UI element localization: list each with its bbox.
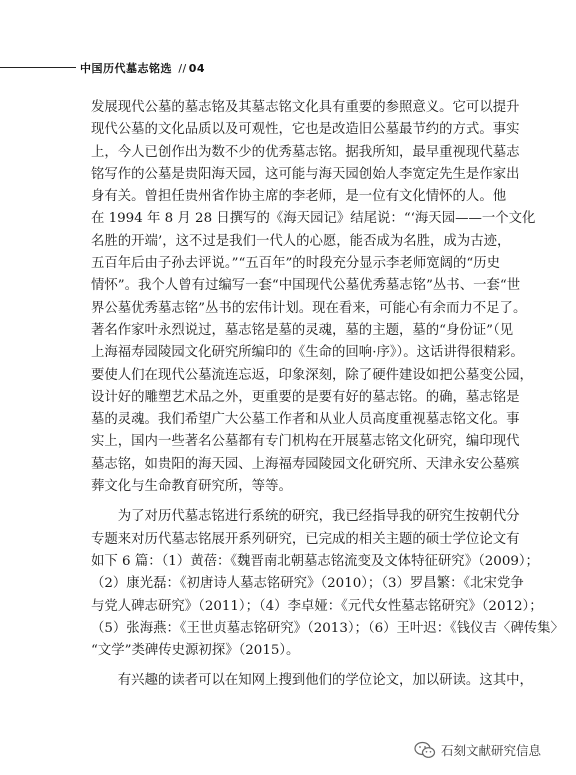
text-line: 实上，国内一些著名公墓都有专门机构在开展墓志铭文化研究，编印现代: [91, 434, 520, 450]
text-line: 上海福寿园陵园文化研究所编印的《生命的回响·序》）。这话讲得很精彩。: [91, 345, 524, 361]
text-line: 墓的灵魂。我们希望广大公墓工作者和从业人员高度重视墓志铭文化。事: [91, 412, 520, 428]
text-line: 要使人们在现代公墓流连忘返，印象深刻，除了硬件建设如把公墓变公园，: [91, 367, 533, 383]
text-line: 身有关。曾担任贵州省作协主席的李老师，是一位有文化情怀的人。他: [91, 189, 507, 205]
watermark-label: 石刻文献研究信息: [441, 743, 542, 758]
text-line: 界公墓优秀墓志铭”丛书的宏伟计划。现在看来，可能心有余而力不足了。: [91, 300, 527, 316]
book-title: 中国历代墓志铭选: [80, 62, 172, 75]
running-header: [0, 60, 576, 76]
source-watermark: [414, 738, 541, 762]
header-rule: [0, 67, 76, 68]
text-line: “文学”类碑传史源初探》（2015）。: [91, 643, 300, 659]
text-line: 著名作家叶永烈说过，墓志铭是墓的灵魂，墓的主题，墓的“身份证”（见: [91, 322, 514, 338]
text-line: 与党人碑志研究》（2011）；（4）李卓娅：《元代女性墓志铭研究》（2012）；: [91, 598, 543, 614]
text-line: 铭写作的公墓是贵阳海天园，这可能与海天园创始人李宽定先生是作家出: [91, 166, 520, 182]
text-line: 现代公墓的文化品质以及可观性，它也是改造旧公墓最节约的方式。事实: [91, 122, 520, 138]
header-separator: //: [178, 62, 187, 75]
paragraph-3: [91, 670, 533, 692]
text-line: 情怀”。我个人曾有过编写一套“中国现代公墓优秀墓志铭”丛书、一套“世: [91, 278, 521, 294]
text-line: 名胜的开端’，这不过是我们一代人的心愿，能否成为名胜，成为古迹，: [91, 233, 511, 249]
paragraph-1: [91, 97, 536, 498]
header-title: [80, 60, 205, 76]
text-line: 发展现代公墓的墓志铭及其墓志铭文化具有重要的参照意义。它可以提升: [91, 100, 520, 115]
paragraph-gap: [91, 498, 509, 506]
text-line: 设计好的雕塑艺术品之外，更重要的是要有好的墓志铭。的确，墓志铭是: [91, 389, 520, 405]
body-text: [91, 97, 564, 693]
text-line: 在 1994 年 8 月 28 日撰写的《海天园记》结尾说：“‘海天园——一个文化: [91, 211, 536, 227]
text-line: 墓志铭，如贵阳的海天园、上海福寿园陵园文化研究所、天津永安公墓殡: [91, 456, 520, 472]
text-line: 如下 6 篇：（1）黄蓓：《魏晋南北朝墓志铭流变及文体特征研究》（2009）；: [91, 553, 539, 569]
text-line: 有兴趣的读者可以在知网上搜到他们的学位论文，加以研读。这其中，: [91, 673, 533, 689]
paragraph-gap: [91, 662, 509, 670]
text-line: 为了对历代墓志铭进行系统的研究，我已经指导我的研究生按朝代分: [91, 509, 520, 525]
paragraph-2: [91, 506, 564, 662]
text-line: （2）康光磊：《初唐诗人墓志铭研究》（2010）；（3）罗昌繁：《北宋党争: [91, 576, 524, 592]
page-number: 04: [188, 62, 206, 75]
wechat-icon: [414, 741, 436, 759]
text-line: 葬文化与生命教育研究所，等等。: [91, 479, 292, 495]
text-line: 五百年后由子孙去评说。”“五百年”的时段充分显示李老师宽阔的“历史: [91, 256, 501, 272]
text-line: 专题来对历代墓志铭展开系列研究，已完成的相关主题的硕士学位论文有: [91, 531, 520, 547]
text-line: 上，今人已创作出为数不少的优秀墓志铭。据我所知，最早重视现代墓志: [91, 144, 520, 160]
text-line: （5）张海燕：《王世贞墓志铭研究》（2013）；（6）王叶迟：《钱仪吉〈碑传集〉: [91, 620, 564, 636]
